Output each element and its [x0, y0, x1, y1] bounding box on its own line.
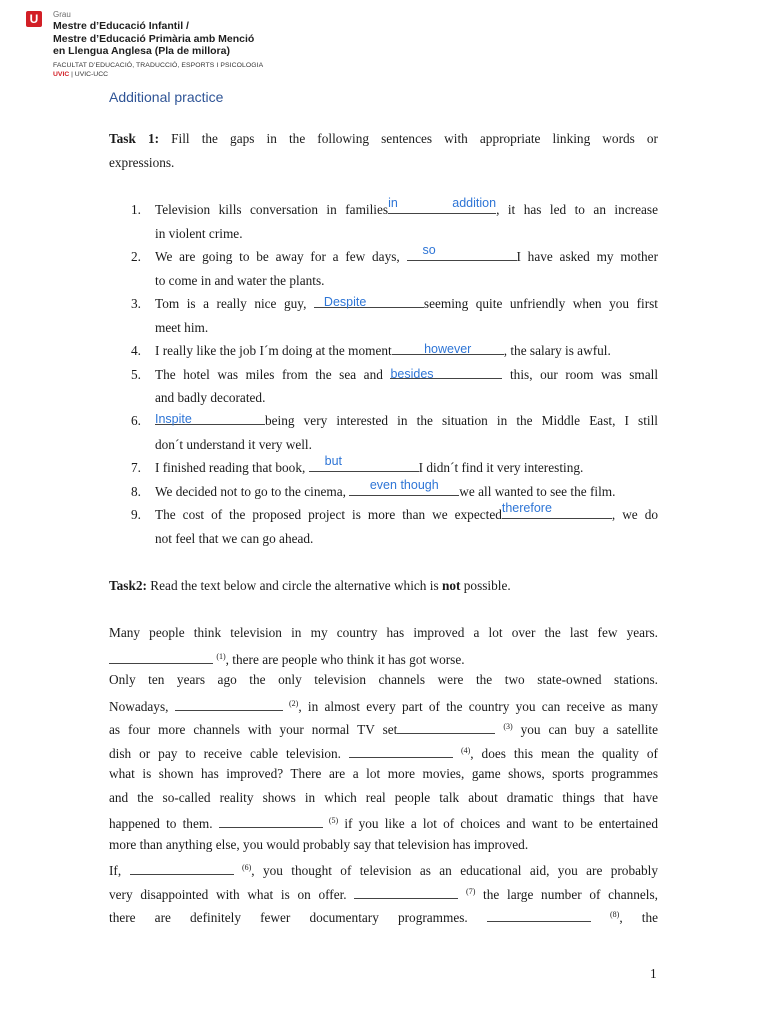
task1-instruction-cont: expressions. — [109, 155, 175, 170]
item-number: 2. — [131, 249, 141, 264]
gap-blank[interactable] — [314, 296, 424, 308]
gap-blank[interactable] — [155, 413, 265, 425]
gap-blank[interactable] — [309, 454, 419, 472]
text-line: If, $^{(6)}$, you thought of television as an educational aid, you are probably — [109, 863, 658, 878]
gap-blank[interactable] — [487, 910, 591, 922]
gap-blank[interactable] — [109, 652, 213, 664]
gap-blank[interactable] — [354, 887, 458, 899]
item-number: 6. — [131, 413, 141, 428]
gap-blank[interactable] — [175, 699, 283, 711]
task2-instruction: Task2: Read the text below and circle the alternative which is not possible. — [109, 578, 511, 593]
page-subtitle: Additional practice — [109, 89, 224, 105]
item-number: 7. — [131, 460, 141, 475]
exercise-item-5: The hotel was miles from the sea and besides this, our room was small — [155, 367, 659, 382]
answer-text: so — [422, 243, 436, 257]
item-number: 5. — [131, 367, 141, 382]
text-line: more than anything else, you would probably say that television has improved. — [109, 837, 529, 852]
gap-blank[interactable] — [130, 863, 234, 875]
answer-text: besides — [390, 367, 434, 381]
gap-blank[interactable] — [349, 746, 453, 758]
item-number: 9. — [131, 507, 141, 522]
gap-blank[interactable] — [397, 722, 495, 734]
gap-blank[interactable] — [390, 367, 502, 379]
task1-instruction: Task 1: Fill the gaps in the following sentences with appropriate linking words or — [109, 131, 658, 146]
exercise-item-1-cont: in violent crime. — [155, 226, 243, 241]
header-degree-title: Mestre d’Educació Infantil / Mestre d’Educació Primària amb Menció en Llengua Anglesa (Pla de millora) — [53, 20, 255, 57]
answer-text: however — [424, 342, 472, 356]
text-line: happened to them. $^{(5)}$ if you like a lot of choices and want to be entertained — [109, 816, 658, 831]
exercise-item-6: Inspite being very interested in the situation in the Middle East, I still — [155, 412, 658, 428]
text-line: very disappointed with what is on offer. $^{(7)}$ the large number of channels, — [109, 887, 658, 902]
text-line: Only ten years ago the only television channels were the two state-owned stations. — [109, 672, 658, 687]
university-logo: U — [26, 11, 42, 27]
exercise-item-5-cont: and badly decorated. — [155, 390, 266, 405]
text-line: dish or pay to receive cable television. $^{(4)}$, does this mean the quality of — [109, 746, 658, 761]
exercise-item-4: I really like the job I´m doing at the moment however , the salary is awful. — [155, 342, 611, 358]
header-uvic: UVIC | UVIC-UCC — [53, 71, 109, 78]
gap-blank[interactable] — [407, 243, 517, 261]
gap-blank[interactable] — [388, 196, 497, 214]
gap-blank[interactable] — [501, 501, 612, 519]
answer-text: but — [324, 454, 343, 468]
exercise-item-1: Television kills conversation in families in addition , it has led to an increase — [155, 196, 658, 217]
exercise-item-6-cont: don´t understand it very well. — [155, 437, 312, 452]
gap-blank[interactable] — [349, 478, 459, 496]
text-line: as four more channels with your normal TV set $^{(3)}$ you can buy a satellite — [109, 722, 659, 737]
exercise-item-3-cont: meet him. — [155, 320, 209, 335]
header-grau: Grau — [53, 10, 71, 19]
item-number: 4. — [131, 343, 141, 358]
exercise-item-2: We are going to be away for a few days, so I have asked my mother — [155, 243, 658, 264]
answer-text: even though — [369, 478, 439, 492]
text-line: what is shown has improved? There are a lot more movies, game shows, sports programmes — [109, 766, 658, 781]
item-number: 3. — [131, 296, 141, 311]
answer-text: Inspite — [155, 412, 192, 426]
gap-blank[interactable] — [392, 343, 504, 355]
exercise-item-9: The cost of the proposed project is more than we expected therefore , we do — [155, 501, 658, 522]
item-number: 8. — [131, 484, 141, 499]
text-line: there are definitely fewer documentary programmes. $^{(8)}$, the — [109, 910, 658, 925]
text-line: Nowadays, $^{(2)}$, in almost every part of the country you can receive as many — [109, 699, 659, 714]
text-line: Many people think television in my country has improved a lot over the last few years. — [109, 625, 658, 640]
exercise-item-9-cont: not feel that we can go ahead. — [155, 531, 314, 546]
exercise-item-3: Tom is a really nice guy, Despite seeming quite unfriendly when you first — [155, 295, 658, 311]
text-line: and the so-called reality shows in which real people talk about dramatic things that have — [109, 790, 658, 805]
answer-text: in addition — [388, 196, 497, 210]
answer-text: Despite — [323, 295, 367, 309]
item-number: 1. — [131, 202, 141, 217]
exercise-item-2-cont: to come in and water the plants. — [155, 273, 325, 288]
gap-blank[interactable] — [219, 816, 323, 828]
page-number: 1 — [650, 966, 657, 981]
text-line: $^{(1)}$, there are people who think it has got worse. — [109, 649, 465, 668]
exercise-item-8: We decided not to go to the cinema, even though we all wanted to see the film. — [155, 478, 616, 499]
exercise-item-7: I finished reading that book, but I didn´t find it very interesting. — [155, 454, 584, 475]
header-faculty: FACULTAT D’EDUCACIÓ, TRADUCCIÓ, ESPORTS I PSICOLOGIA — [53, 62, 264, 69]
answer-text: therefore — [501, 501, 552, 515]
